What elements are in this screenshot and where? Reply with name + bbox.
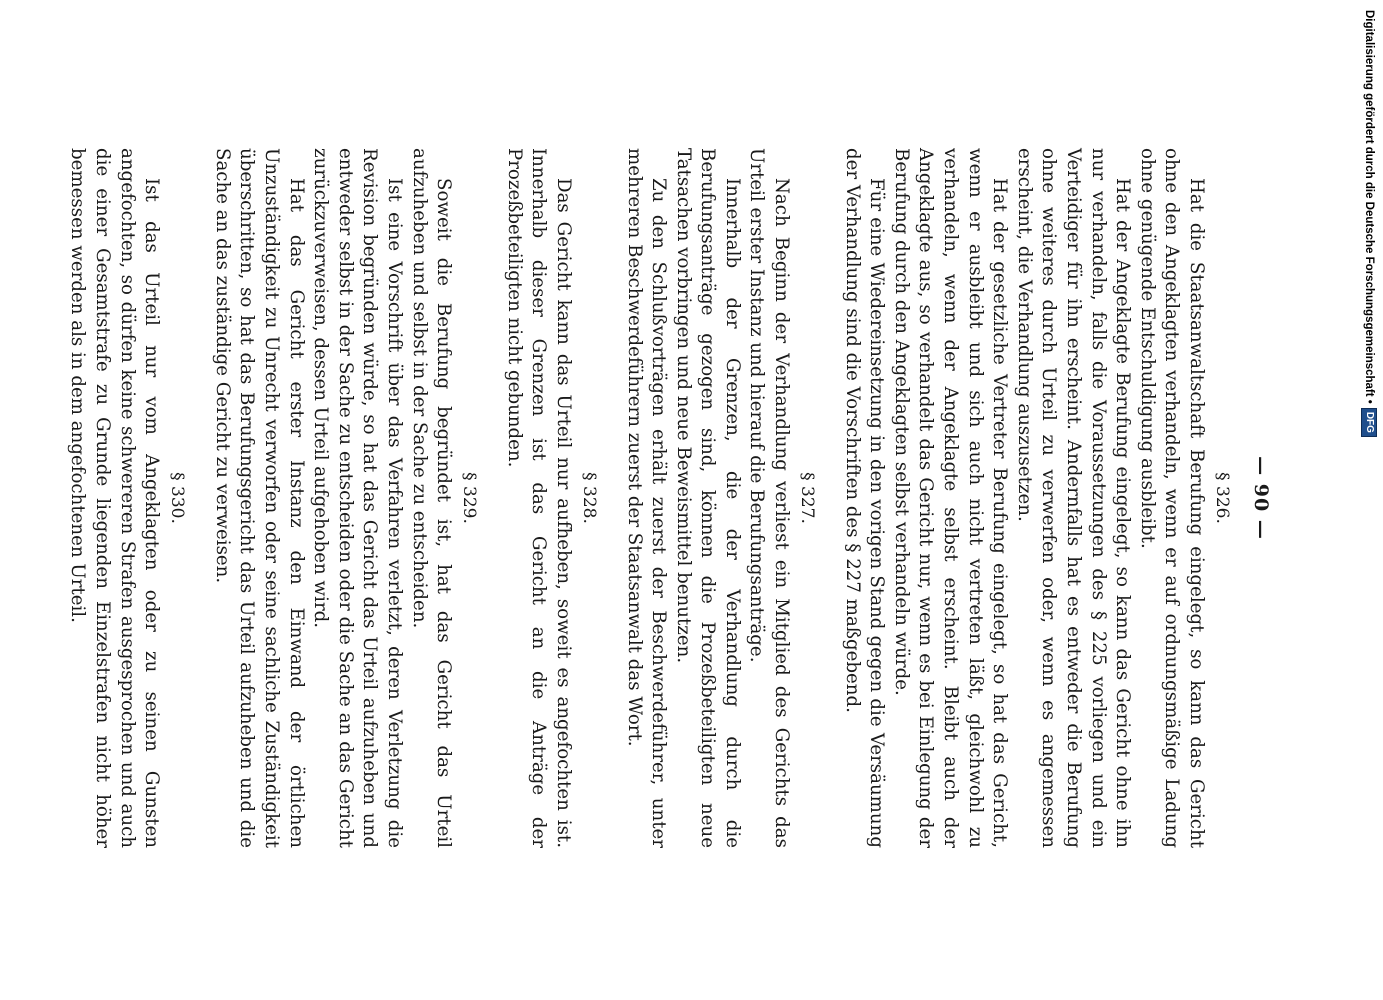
section-330 (65, 148, 191, 848)
section-title: § 328. (578, 472, 599, 524)
funding-notice (1360, 10, 1378, 995)
paragraph: Soweit die Berufung begründet ist, hat das Gericht das Urteil aufzuheben und selbst in der Sache zu entscheiden. (408, 148, 455, 848)
paragraph: Zu den Schlußvorträgen erhält zuerst der Beschwerdeführer, unter mehreren Beschwerdeführern zuerst der Staatsanwalt das Wort. (623, 148, 670, 848)
paragraph: Hat der Angeklagte Berufung eingelegt, so kann das Gericht ohne ihn nur verhandeln, falls die Voraussetzungen des § 225 vorliegen und ein Verteidiger für ihn erscheint. Andernfalls hat es entweder die Berufung ohne weiteres durch Urteil zu verwerfen oder, wenn es angemessen erscheint, die Verhandlung auszusetzen. (1013, 148, 1134, 848)
dfg-logo: DFG (1361, 408, 1377, 437)
section-title: § 329. (459, 472, 480, 524)
paragraph: Hat die Staatsanwaltschaft Berufung eingelegt, so kann das Gericht ohne den Angeklagten verhandeln, wenn er auf ordnungsmäßige Ladung ohne genügende Entschuldigung ausbleibt. (1136, 148, 1207, 848)
page-number: — 90 — (1250, 456, 1272, 540)
funding-notice-sidebar (1360, 10, 1378, 995)
paragraph: Das Gericht kann das Urteil nur aufheben, soweit es angefochten ist. Innerhalb dieser Grenzen ist das Gericht an die Anträge der Prozeßbeteiligten nicht gebunden. (503, 148, 574, 848)
paragraph: Für eine Wiedereinsetzung in den vorigen Stand gegen die Versäumung der Verhandlung sind die Vorschriften des § 227 maßgebend. (841, 148, 888, 848)
section-title: § 326. (1212, 472, 1232, 524)
paragraph: Innerhalb der Grenzen, die der Verhandlung durch die Berufungsanträge gezogen sind, können die Prozeßbeteiligten neue Tatsachen vorbringen und neue Beweismittel benutzen. (672, 148, 743, 848)
paragraph: Ist das Urteil nur vom Angeklagten oder zu seinen Gunsten angefochten, so dürfen keine schwereren Strafen ausgesprochen und auch die einer Gesamtstrafe zu Grunde liegenden Einzelstrafen nicht höher bemessen werden als in dem angefochtenen Urteil. (67, 148, 163, 848)
funding-notice-text: Digitalisierung gefördert durch die Deutsche Forschungsgemeinschaft • (1363, 10, 1375, 404)
section-328 (501, 148, 603, 848)
paragraph: Ist eine Vorschrift über das Verfahren verletzt, deren Verletzung die Revision begründen würde, so hat das Gericht das Urteil aufzuheben und entweder selbst in der Sache zu entscheiden oder die Sache an das Gericht zurückzuverweisen, dessen Urteil aufgehoben wird. (310, 148, 405, 848)
section-title: § 330. (167, 472, 188, 524)
paragraph: Nach Beginn der Verhandlung verliest ein Mitglied des Gerichts das Urteil erster Instanz und hierauf die Berufungsanträge. (746, 148, 793, 848)
paragraph: Hat das Gericht erster Instanz den Einwand der örtlichen Unzuständigkeit zu Unrecht verworfen oder seine sachliche Zuständigkeit überschritten, so hat das Berufungsgericht das Urteil aufzuheben und die Sache an das zuständige Gericht zu verweisen. (211, 148, 307, 848)
document-page (67, 148, 1276, 868)
section-title: § 327. (797, 472, 818, 524)
paragraph: Hat der gesetzliche Vertreter Berufung eingelegt, so hat das Gericht, wenn er ausbleibt und sich auch nicht vertreten läßt, gleichwohl zu verhandeln, wenn der Angeklagte selbst erscheint. Bleibt auch der Angeklagte aus, so verhandelt das Gericht nur, wenn es bei Einlegung der Berufung durch den Angeklagten selbst verhandeln würde. (890, 148, 1011, 848)
page-content (65, 148, 1240, 848)
section-327 (621, 148, 821, 848)
section-326 (839, 148, 1236, 848)
section-329 (209, 148, 483, 848)
